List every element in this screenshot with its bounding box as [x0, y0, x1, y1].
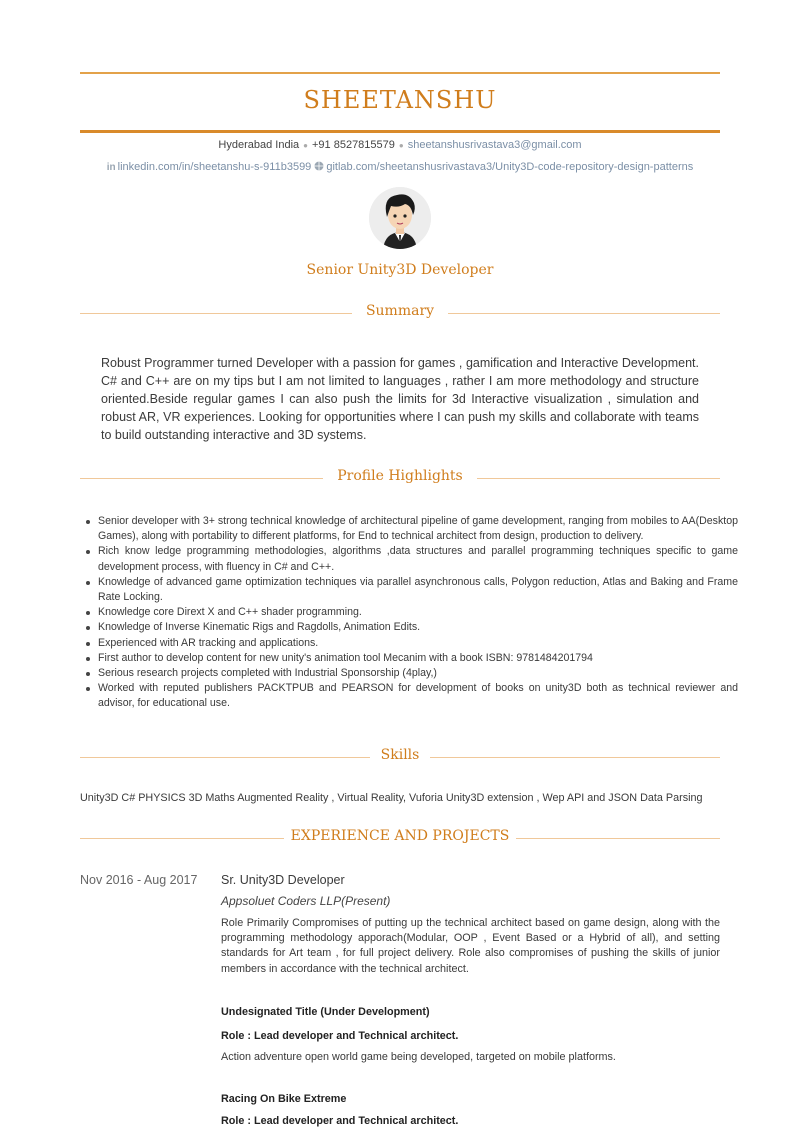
list-item: Knowledge of Inverse Kinematic Rigs and Ragdolls, Animation Edits.	[98, 620, 738, 635]
list-item: Knowledge of advanced game optimization techniques via parallel asynchronous calls, Polygon reduction, Atlas and Baking and Frame Rate Locking.	[98, 575, 738, 605]
section-header-skills	[80, 747, 720, 767]
contact-line-primary	[80, 139, 720, 151]
list-item: Knowledge core Dirext X and C++ shader programming.	[98, 605, 738, 620]
email-link[interactable]: sheetanshusrivastava3@gmail.com	[407, 139, 582, 151]
project-title: Undesignated Title (Under Development)	[221, 1006, 430, 1018]
contact-line-links	[80, 161, 720, 173]
top-rule	[80, 72, 720, 74]
experience-description: Role Primarily Compromises of putting up the technical architect based on game design, along with the programming methodology apporach(Modular, OOP , Event Based or a Hybrid of all), and setting standards for Art team , for full project delivery. Role also compromises of pushing the skills of junior members in accordance with the technical architect.	[221, 917, 720, 975]
section-header-summary	[80, 303, 720, 323]
section-header-highlights	[80, 468, 720, 488]
location-text: Hyderabad India	[218, 139, 300, 151]
highlights-list	[80, 514, 738, 712]
list-item: Worked with reputed publishers PACKTPUB and PEARSON for development of books on unity3D both as technical reviewer and advisor, for educational use.	[98, 681, 738, 711]
experience-role: Sr. Unity3D Developer	[221, 873, 345, 887]
phone-text: +91 8527815579	[312, 139, 395, 151]
avatar	[369, 187, 431, 249]
linkedin-icon: in	[106, 162, 116, 173]
summary-paragraph: Robust Programmer turned Developer with a passion for games , gamification and Interactive Development. C# and C++ are on my tips but I am not limited to languages , rather I am more methodology and structure oriented.Beside regular games I can also push the limits for 3d Interactive visualization , simulation and robust AR, VR experiences. Looking for opportunities where I can push my skills and collaborate with teams to build outstanding interactive and 3D systems.	[101, 356, 699, 442]
section-title-experience: EXPERIENCE AND PROJECTS	[290, 828, 510, 844]
project-role: Role : Lead developer and Technical architect.	[221, 1030, 459, 1042]
project-role: Role : Lead developer and Technical architect.	[221, 1115, 459, 1127]
section-title-skills: Skills	[380, 747, 420, 763]
experience-date: Nov 2016 - Aug 2017	[80, 873, 198, 887]
separator-dot-icon: ●	[398, 140, 404, 150]
section-title-highlights: Profile Highlights	[337, 468, 463, 484]
list-item: Serious research projects completed with Industrial Sponsorship (4play,)	[98, 666, 738, 681]
list-item: First author to develop content for new unity's animation tool Mecanim with a book ISBN: 9781484201794	[98, 651, 738, 666]
globe-icon	[314, 161, 324, 173]
separator-dot-icon: ●	[303, 140, 308, 150]
linkedin-link[interactable]: linkedin.com/in/sheetanshu-s-911b3599	[117, 161, 312, 173]
name-rule	[80, 130, 720, 133]
project-description: Action adventure open world game being developed, targeted on mobile platforms.	[221, 1051, 616, 1063]
section-title-summary: Summary	[365, 303, 435, 319]
gitlab-link[interactable]: gitlab.com/sheetanshusrivastava3/Unity3D-code-repository-design-patterns	[326, 161, 694, 173]
list-item: Senior developer with 3+ strong technical knowledge of architectural pipeline of game development, ranging from mobiles to AA(Desktop Games), along with portability to different platforms, for End to technical architect from design, production to delivery.	[98, 514, 738, 544]
job-title: Senior Unity3D Developer	[306, 262, 494, 278]
candidate-name: SHEETANSHU	[303, 86, 497, 114]
project-title: Racing On Bike Extreme	[221, 1093, 347, 1105]
experience-company: Appsoluet Coders LLP(Present)	[221, 894, 391, 908]
list-item: Experienced with AR tracking and applications.	[98, 636, 738, 651]
skills-text: Unity3D C# PHYSICS 3D Maths Augmented Reality , Virtual Reality, Vuforia Unity3D extension , Wep API and JSON Data Parsing	[80, 792, 703, 804]
list-item: Rich know ledge programming methodologies, algorithms ,data structures and parallel programming techniques specific to game development process, with fluency in C# and C++.	[98, 544, 738, 574]
section-header-experience	[80, 828, 720, 848]
